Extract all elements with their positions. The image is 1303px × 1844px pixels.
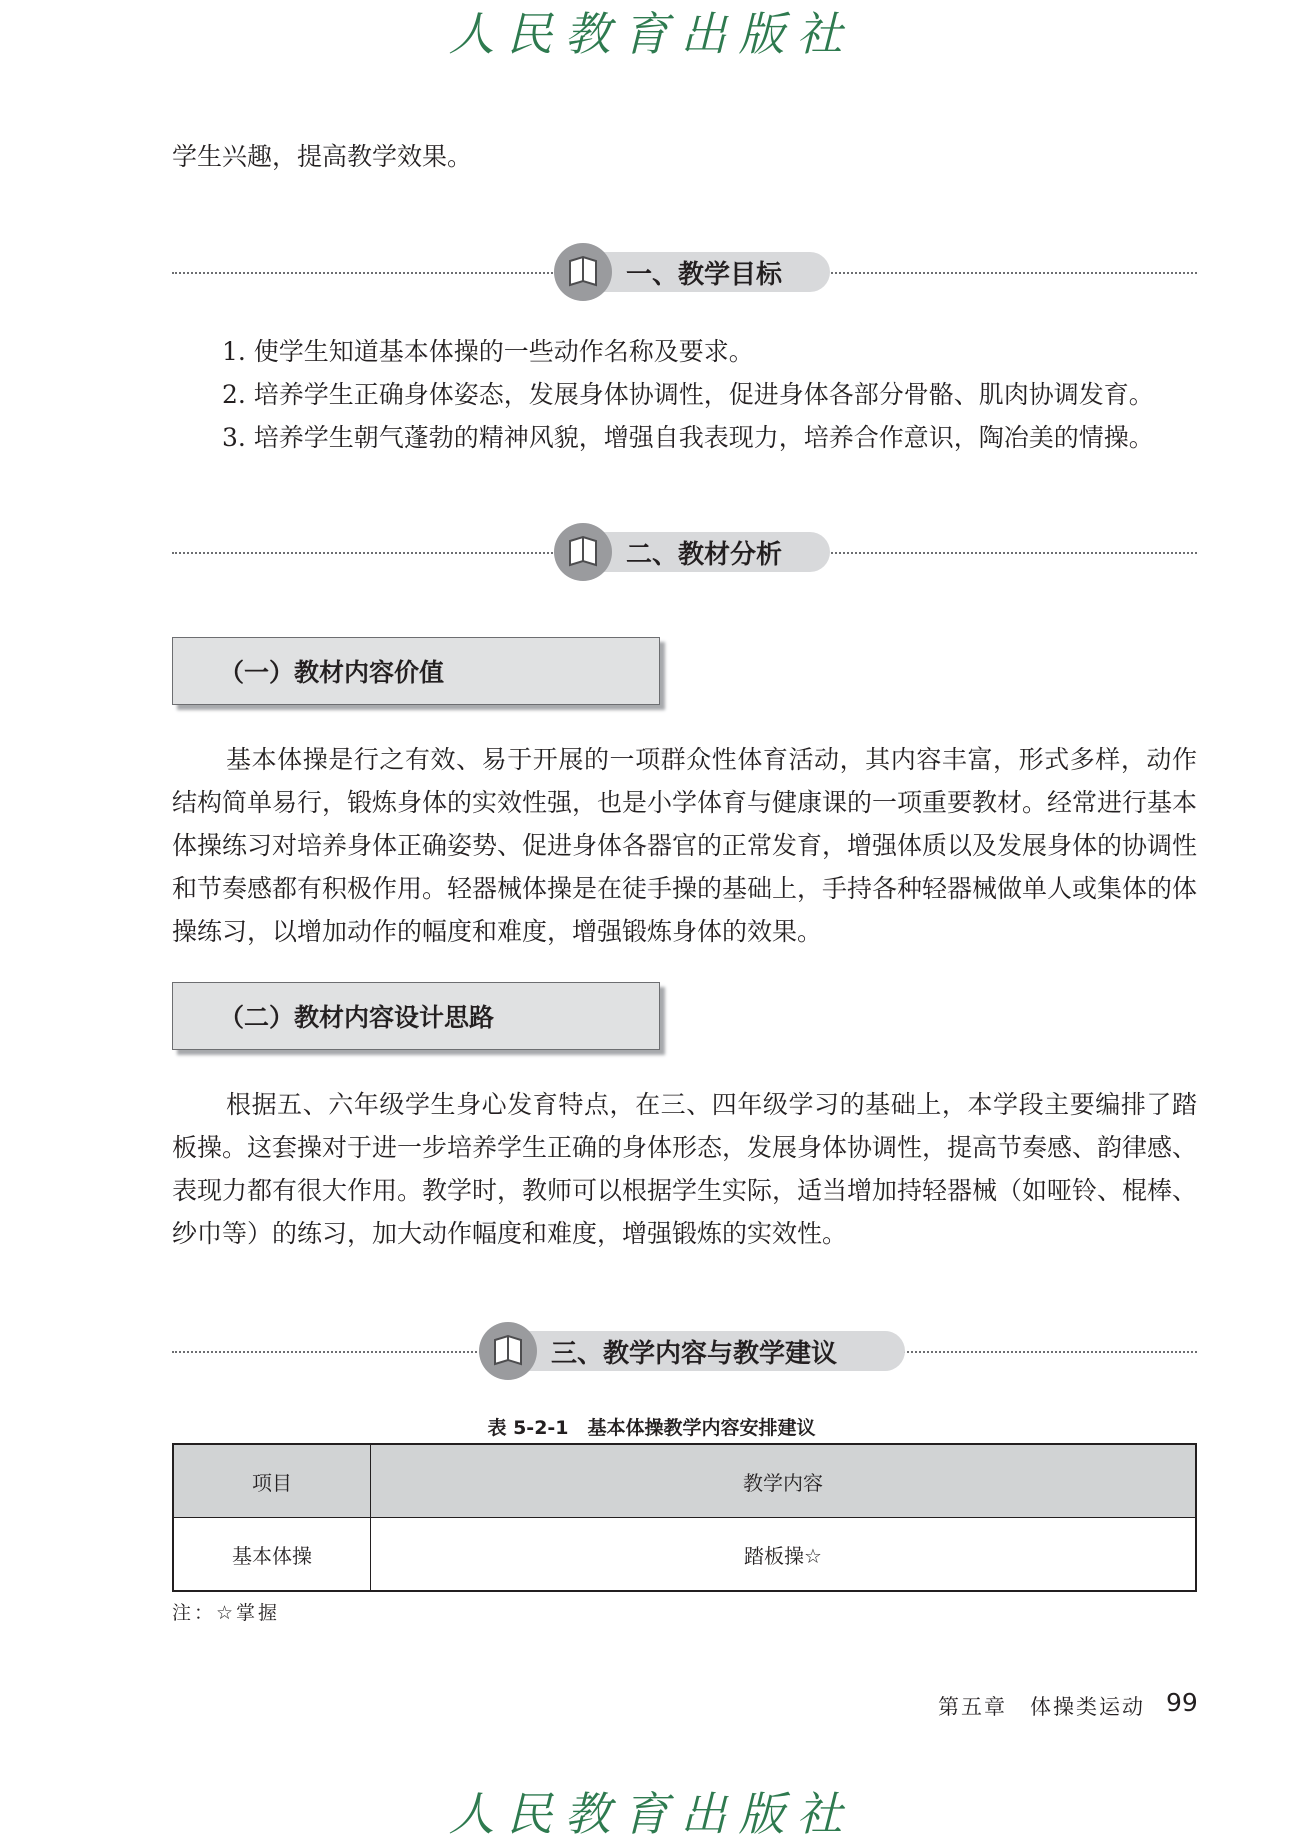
subsection-body-2: 根据五、六年级学生身心发育特点，在三、四年级学习的基础上，本学段主要编排了踏板操。这套操对于进一步培养学生正确的身体形态，发展身体协调性，提高节奏感、韵律感、表现力都有很大作用。教学时，教师可以根据学生实际，适当增加持轻器械（如哑铃、棍棒、纱巾等）的练习，加大动作幅度和难度，增强锻炼的实效性。 xyxy=(172,1090,1198,1248)
section-heading-3-label: 三、教学内容与教学建议 xyxy=(551,1338,838,1369)
table-cell: 基本体操 xyxy=(173,1518,371,1592)
table-header-cell: 项目 xyxy=(173,1444,371,1518)
publisher-logo-bottom: 人民教育出版社 xyxy=(448,1787,855,1841)
table-note: 注：☆掌握 xyxy=(172,1602,281,1624)
table-header-row xyxy=(173,1444,1196,1518)
book-icon xyxy=(479,1322,537,1380)
goal-item-3: 3. 培养学生朝气蓬勃的精神风貌，增强自我表现力，培养合作意识，陶冶美的情操。 xyxy=(222,423,1154,452)
chapter-label: 第五章 体操类运动 xyxy=(938,1695,1145,1719)
section-heading-1 xyxy=(560,252,830,292)
publisher-logo-top: 人民教育出版社 xyxy=(448,7,855,61)
table-row xyxy=(173,1518,1196,1592)
section-heading-3 xyxy=(485,1331,905,1371)
intro-line: 学生兴趣，提高教学效果。 xyxy=(172,142,473,171)
section-heading-2 xyxy=(560,532,830,572)
section-heading-1-label: 一、教学目标 xyxy=(626,259,783,290)
book-icon xyxy=(554,523,612,581)
subsection-heading-1: （一）教材内容价值 xyxy=(172,637,660,705)
goal-item-1: 1. 使学生知道基本体操的一些动作名称及要求。 xyxy=(222,337,754,366)
table-caption: 表 5-2-1 基本体操教学内容安排建议 xyxy=(487,1417,816,1439)
table-header-cell: 教学内容 xyxy=(371,1444,1197,1518)
subsection-heading-2: （二）教材内容设计思路 xyxy=(172,982,660,1050)
page-number: 99 xyxy=(1166,1688,1198,1717)
goal-item-2: 2. 培养学生正确身体姿态，发展身体协调性，促进身体各部分骨骼、肌肉协调发育。 xyxy=(222,380,1154,409)
section-heading-2-label: 二、教材分析 xyxy=(626,539,783,570)
subsection-body-1: 基本体操是行之有效、易于开展的一项群众性体育活动，其内容丰富，形式多样，动作结构简单易行，锻炼身体的实效性强，也是小学体育与健康课的一项重要教材。经常进行基本体操练习对培养身体正确姿势、促进身体各器官的正常发育，增强体质以及发展身体的协调性和节奏感都有积极作用。轻器械体操是在徒手操的基础上，手持各种轻器械做单人或集体的体操练习，以增加动作的幅度和难度，增强锻炼身体的效果。 xyxy=(172,745,1198,946)
table-cell: 踏板操☆ xyxy=(371,1518,1197,1592)
book-icon xyxy=(554,243,612,301)
content-table xyxy=(172,1443,1197,1592)
